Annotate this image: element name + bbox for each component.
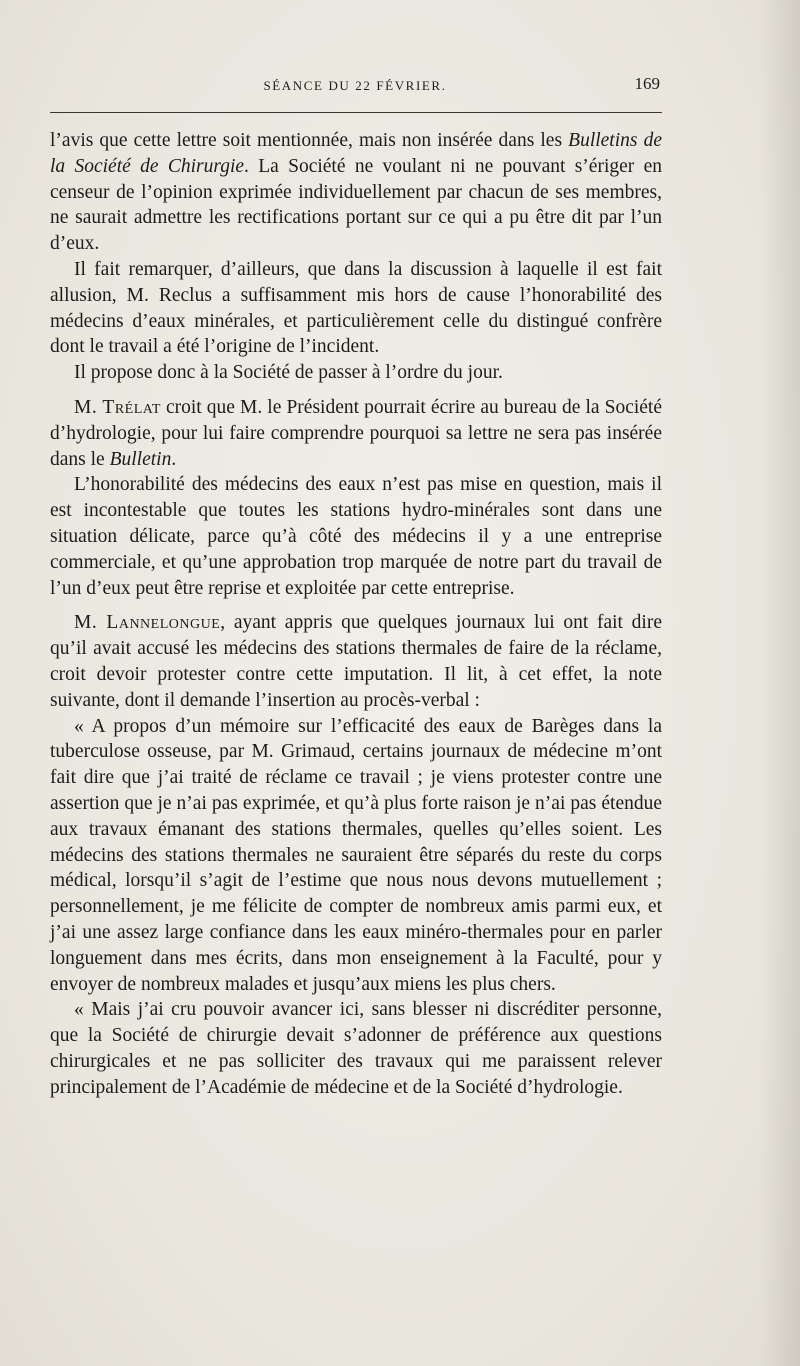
- speaker-lannelongue: M. Lannelongue: [74, 612, 221, 634]
- paragraph-1-text-a: l’avis que cette lettre soit mentionnée, mais non insérée dans les: [50, 130, 569, 151]
- paragraph-6: [50, 610, 662, 713]
- page-edge-shadow: [760, 0, 800, 1366]
- paragraph-3: Il propose donc à la Société de passer à l’ordre du jour.: [74, 362, 503, 384]
- body-text: [50, 128, 662, 1100]
- bulletins-title: Bulletins de la Société de Chirurgie: [50, 130, 662, 177]
- bulletin-title: Bulletin: [109, 448, 172, 470]
- paragraph-4: [50, 395, 662, 472]
- paragraph-4-text-c: .: [171, 448, 177, 470]
- paragraph-6-text: , ayant appris que quelques journaux lui ont fait dire qu’il avait accusé les médecins des stations thermales de faire de la réclame, croit devoir protester contre cette imputation. Il lit, à cet effet, la note suivante, dont il demande l’insertion au procès-verbal :: [50, 612, 662, 711]
- page-header: [50, 74, 660, 104]
- paragraph-7: « A propos d’un mémoire sur l’efficacité des eaux de Barèges dans la tuberculose osseuse, par M. Grimaud, certains journaux de médecine m’ont fait dire que j’ai traité de réclame ce travail ; je viens protester contre une assertion que je n’ai pas exprimée, et qu’à plus forte raison je n’ai pas étendue aux travaux émanant des stations thermales, quelles qu’elles soient. Les médecins des stations thermales ne sauraient être séparés du reste du corps médical, lorsqu’il s’agit de l’estime que nous nous devons mutuellement ; personnellement, je me félicite de compter de nombreux amis parmi eux, et j’ai une assez large confiance dans les eaux minéro-thermales pour en parler longuement dans mes écrits, dans mon enseignement à la Faculté, pour y envoyer de nombreux malades et jusqu’aux miens les plus chers.: [50, 715, 662, 995]
- paragraph-5: L’honorabilité des médecins des eaux n’est pas mise en question, mais il est incontestable que toutes les stations hydro-minérales sont dans une situation délicate, parce qu’à côté des médecins il y a une entreprise commerciale, et qu’une approbation trop marquée de notre part du travail de l’un d’eux peut être reprise et exploitée par cette entreprise.: [50, 474, 662, 599]
- paragraph-1-text-c: . La Société ne voulant ni ne pouvant s’ériger en censeur de l’opinion exprimée individuellement par chacun de ses membres, ne saurait admettre les rectifications portant sur ce qui a pu être dit par l’un d’eux.: [50, 155, 662, 255]
- paragraph-8: « Mais j’ai cru pouvoir avancer ici, sans blesser ni discréditer personne, que la Société de chirurgie devait s’adonner de préférence aux questions chirurgicales et ne pas solliciter des travaux qui me paraissent relever principalement de l’Académie de médecine et de la Société d’hydrologie.: [50, 999, 662, 1098]
- header-rule: [50, 112, 662, 113]
- paragraph-4-text-a: croit que M. le Président pourrait écrire au bureau de la Société d’hydrologie, pour lui faire comprendre pourquoi sa lettre ne sera pas insérée dans le: [50, 396, 662, 470]
- paragraph-1: [50, 128, 662, 257]
- running-head: SÉANCE DU 22 FÉVRIER.: [263, 78, 447, 93]
- page-number: 169: [634, 74, 660, 93]
- paragraph-2: Il fait remarquer, d’ailleurs, que dans la discussion à laquelle il est fait allusion, M. Reclus a suffisamment mis hors de cause l’honorabilité des médecins d’eaux minérales, et particulièrement celle du distingué confrère dont le travail a été l’origine de l’incident.: [50, 258, 662, 358]
- speaker-trelat: M. Trélat: [74, 396, 161, 418]
